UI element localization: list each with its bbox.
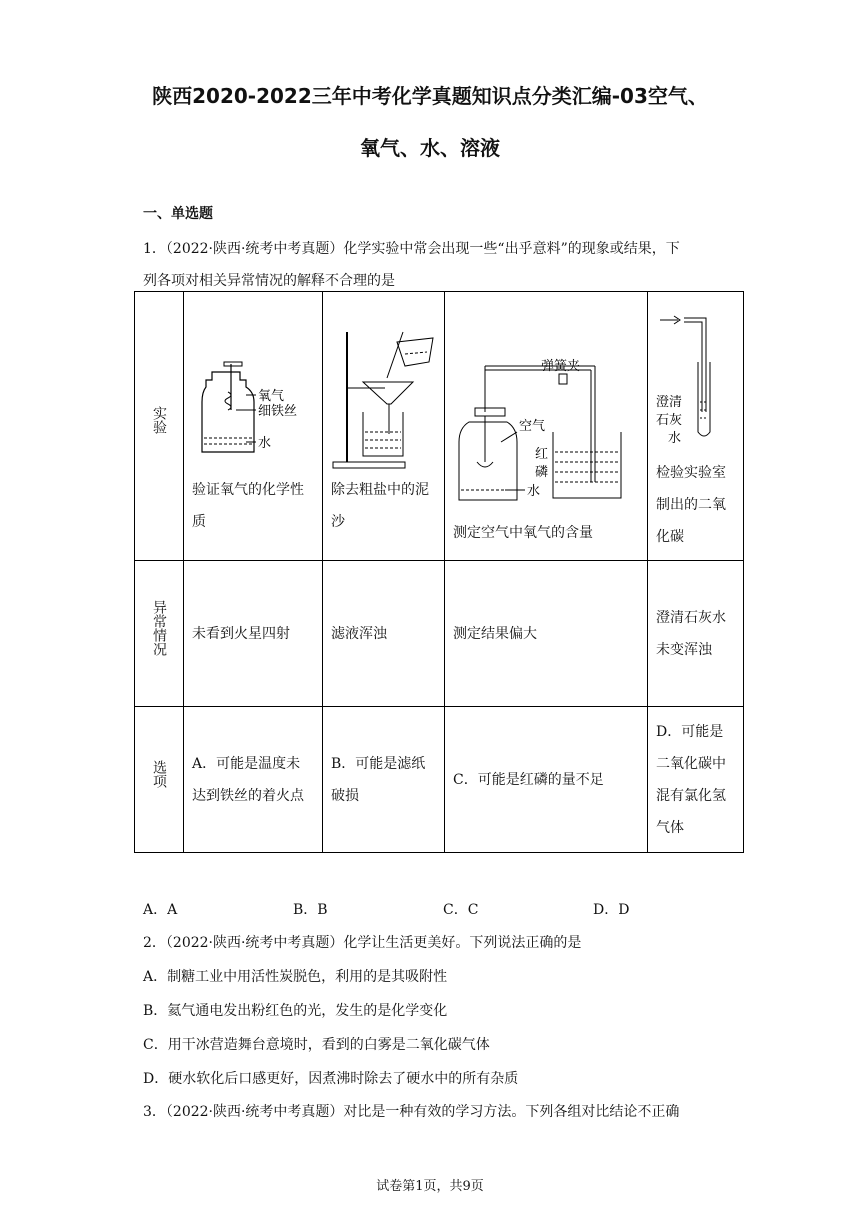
page-footer: 试卷第1页，共9页 (376, 1179, 484, 1194)
abnormal-b: 滤液浑浊 (323, 561, 445, 707)
caption-a: 验证氧气的化学性质 (192, 482, 304, 530)
label-lime-water-1: 澄清 (656, 395, 683, 410)
question-2-stem: 2．（2022·陕西·统考中考真题）化学让生活更美好。下列说法正确的是 (143, 935, 582, 951)
abnormal-d: 澄清石灰水未变浑浊 (648, 561, 744, 707)
cell-experiment-d (648, 292, 744, 561)
question-2-option-d[interactable]: D．硬水软化后口感更好，因煮沸时除去了硬水中的所有杂质 (143, 1071, 519, 1087)
document-title (60, 70, 800, 174)
row-header-label: 异常情况 (151, 599, 167, 656)
cell-experiment-c (445, 292, 648, 561)
section-heading: 一、单选题 (143, 206, 213, 222)
label-spring-clip: 弹簧夹 (541, 359, 581, 374)
choice-b[interactable]: B．B (293, 902, 328, 918)
caption-b: 除去粗盐中的泥沙 (331, 482, 429, 530)
cell-experiment-b (323, 292, 445, 561)
question-2-option-c[interactable]: C．用干冰营造舞台意境时，看到的白雾是二氧化碳气体 (143, 1037, 490, 1053)
row-header-abnormal (135, 561, 184, 707)
label-red-phosphorus-2: 磷 (535, 465, 549, 480)
experiment-table (134, 291, 744, 853)
row-header-experiment (135, 292, 184, 561)
question-1-line-1: 1．（2022·陕西·统考中考真题）化学实验中常会出现一些“出乎意料”的现象或结果，下 (143, 241, 680, 257)
label-water-c: 水 (527, 484, 541, 499)
question-2-option-a[interactable]: A．制糖工业中用活性炭脱色，利用的是其吸附性 (143, 969, 448, 985)
caption-c: 测定空气中氧气的含量 (453, 525, 593, 541)
label-water: 水 (258, 436, 272, 451)
question-3-stem: 3．（2022·陕西·统考中考真题）对比是一种有效的学习方法。下列各组对比结论不正确 (143, 1104, 680, 1120)
question-1-stem (143, 231, 728, 295)
table-row-abnormal (135, 561, 744, 707)
question-2-option-b[interactable]: B．氦气通电发出粉红色的光，发生的是化学变化 (143, 1003, 448, 1019)
option-b: B．可能是滤纸破损 (323, 707, 445, 853)
row-header-options (135, 707, 184, 853)
table-row-options (135, 707, 744, 853)
title-line-2: 氧气、水、溶液 (360, 136, 500, 160)
option-a: A．可能是温度未达到铁丝的着火点 (184, 707, 323, 853)
title-line-1: 陕西2020-2022三年中考化学真题知识点分类汇编-03空气、 (152, 84, 708, 108)
abnormal-a: 未看到火星四射 (184, 561, 323, 707)
label-air: 空气 (519, 419, 546, 434)
table-row-experiment (135, 292, 744, 561)
option-c: C．可能是红磷的量不足 (445, 707, 648, 853)
label-lime-water-3: 水 (668, 431, 682, 446)
label-red-phosphorus-1: 红 (535, 447, 549, 462)
cell-experiment-a (184, 292, 323, 561)
caption-d: 检验实验室制出的二氧化碳 (656, 465, 726, 545)
label-iron-wire: 细铁丝 (258, 404, 298, 419)
option-d: D．可能是二氧化碳中混有氯化氢气体 (648, 707, 744, 853)
label-lime-water-2: 石灰 (656, 413, 683, 428)
abnormal-c: 测定结果偏大 (445, 561, 648, 707)
row-header-label: 实验 (151, 406, 167, 434)
choice-d[interactable]: D．D (593, 902, 630, 918)
label-oxygen: 氧气 (258, 389, 285, 404)
choice-a[interactable]: A．A (143, 902, 178, 918)
row-header-label: 选项 (151, 759, 167, 788)
choice-c[interactable]: C．C (443, 902, 479, 918)
question-1-line-2: 列各项对相关异常情况的解释不合理的是 (143, 273, 395, 289)
